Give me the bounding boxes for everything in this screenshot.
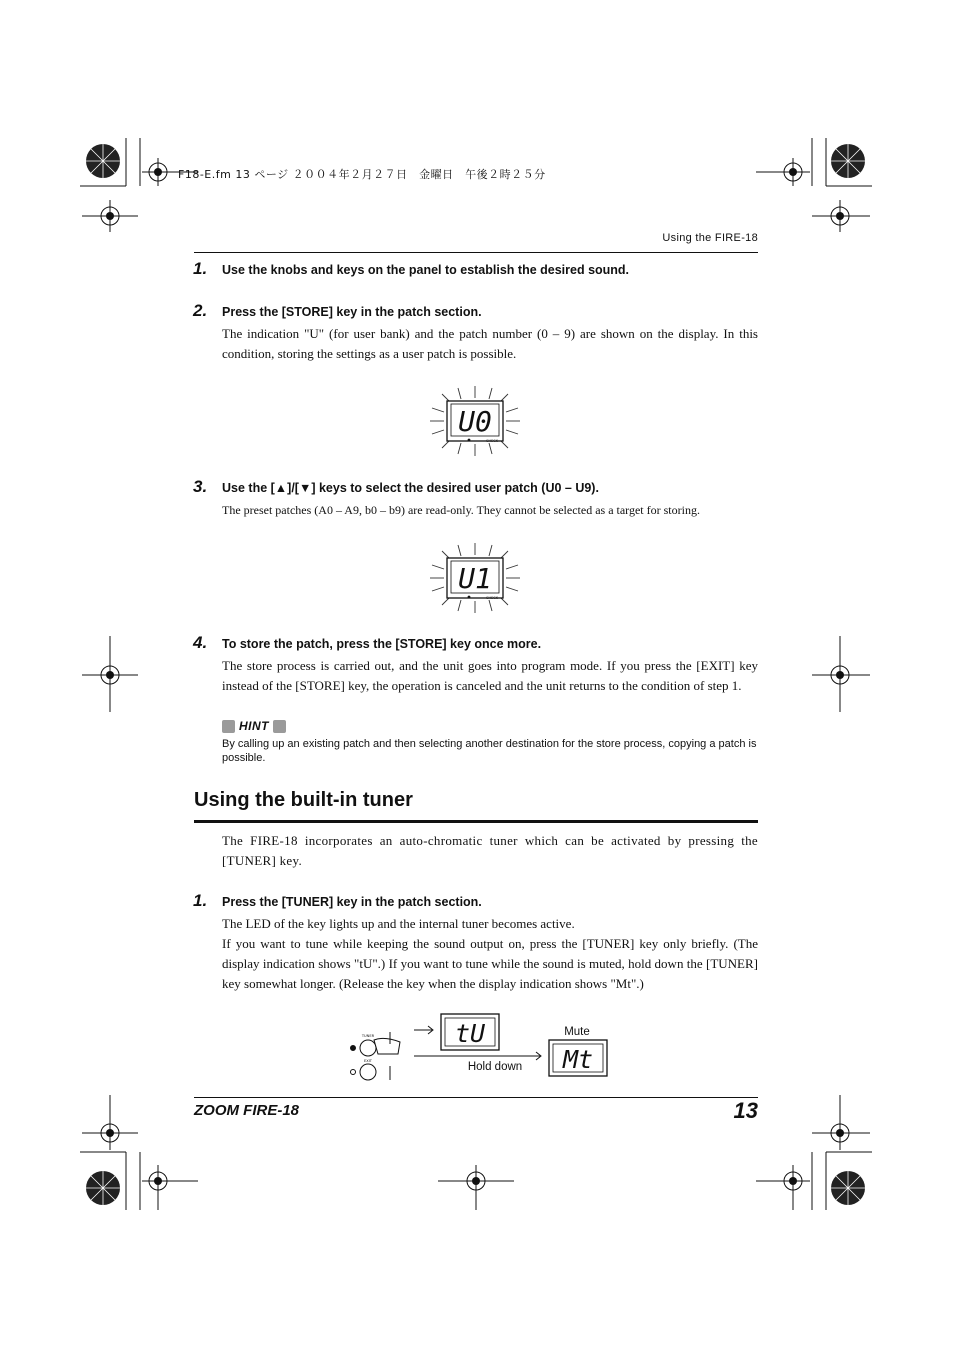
hint-text: By calling up an existing patch and then selecting another destination for the store process, copying a patch is possible.: [222, 738, 757, 764]
display-u1-figure: [428, 541, 522, 615]
exit-key-label: EXIT: [364, 1059, 372, 1063]
step-number: 4.: [193, 633, 208, 652]
step-body: The indication "U" (for user bank) and the patch number (0 – 9) are shown on the display. In this condition, storing the settings as a user patch is possible.: [222, 326, 758, 361]
display-tu: tU: [454, 1019, 486, 1048]
hint-left-icon: [222, 720, 235, 733]
step-body-1: The LED of the key lights up and the internal tuner becomes active.: [222, 916, 575, 931]
hint-word: HINT: [239, 719, 269, 733]
footer-product: ZOOM FIRE-18: [194, 1102, 300, 1119]
step-body: The preset patches (A0 – A9, b0 – b9) are read-only. They cannot be selected as a target for storing.: [222, 503, 700, 517]
display-u0: U0: [458, 405, 492, 438]
step-title: Use the knobs and keys on the panel to establish the desired sound.: [222, 263, 630, 277]
step-number: 2.: [193, 301, 208, 320]
display-u0-figure: [428, 384, 522, 458]
section-heading: Using the built-in tuner: [194, 789, 413, 811]
display-mt: Mt: [562, 1045, 594, 1074]
step-title: Press the [STORE] key in the patch section.: [222, 305, 482, 319]
hint-right-icon: [273, 720, 286, 733]
display-u1: U1: [458, 562, 492, 595]
tuner-key-label: TUNER: [361, 1034, 375, 1038]
mute-label: Mute: [564, 1026, 590, 1038]
section-intro: The FIRE-18 incorporates an auto-chromatic tuner which can be activated by pressing the [TUNER] key.: [222, 833, 758, 868]
display-check-label: CHECK: [486, 439, 499, 443]
step-number: 1.: [193, 891, 208, 910]
running-header: Using the FIRE-18: [662, 232, 758, 244]
step-title: Press the [TUNER] key in the patch section.: [222, 895, 482, 909]
step-body-2: If you want to tune while keeping the sound output on, press the [TUNER] key only briefly. (The display indication shows "tU".) If you want to tune while the sound is muted, hold down the [TUNER] key somewhat longer. (Release the key when the display indication shows "Mt".): [222, 936, 758, 991]
step-number: 3.: [193, 477, 208, 496]
print-info: F18-E.fm 13 ページ ２００４年２月２７日 金曜日 午後２時２５分: [178, 168, 546, 181]
hold-down-label: Hold down: [467, 1061, 523, 1073]
step-body: The store process is carried out, and the unit goes into program mode. If you press the [EXIT] key instead of the [STORE] key, the operation is canceled and the unit returns to the condition of step 1.: [222, 658, 758, 693]
display-check-label: CHECK: [486, 596, 499, 600]
page-number: 13: [733, 1098, 758, 1123]
step-title: To store the patch, press the [STORE] key once more.: [222, 637, 542, 651]
section-heading-rule: [194, 820, 758, 823]
tuner-diagram: [340, 1010, 620, 1086]
step-title: Use the [▲]/[▼] keys to select the desired user patch (U0 – U9).: [222, 481, 599, 495]
footer-rule: [194, 1097, 758, 1098]
step-number: 1.: [193, 259, 208, 278]
header-rule: [194, 252, 758, 253]
hint-label: [222, 719, 286, 733]
